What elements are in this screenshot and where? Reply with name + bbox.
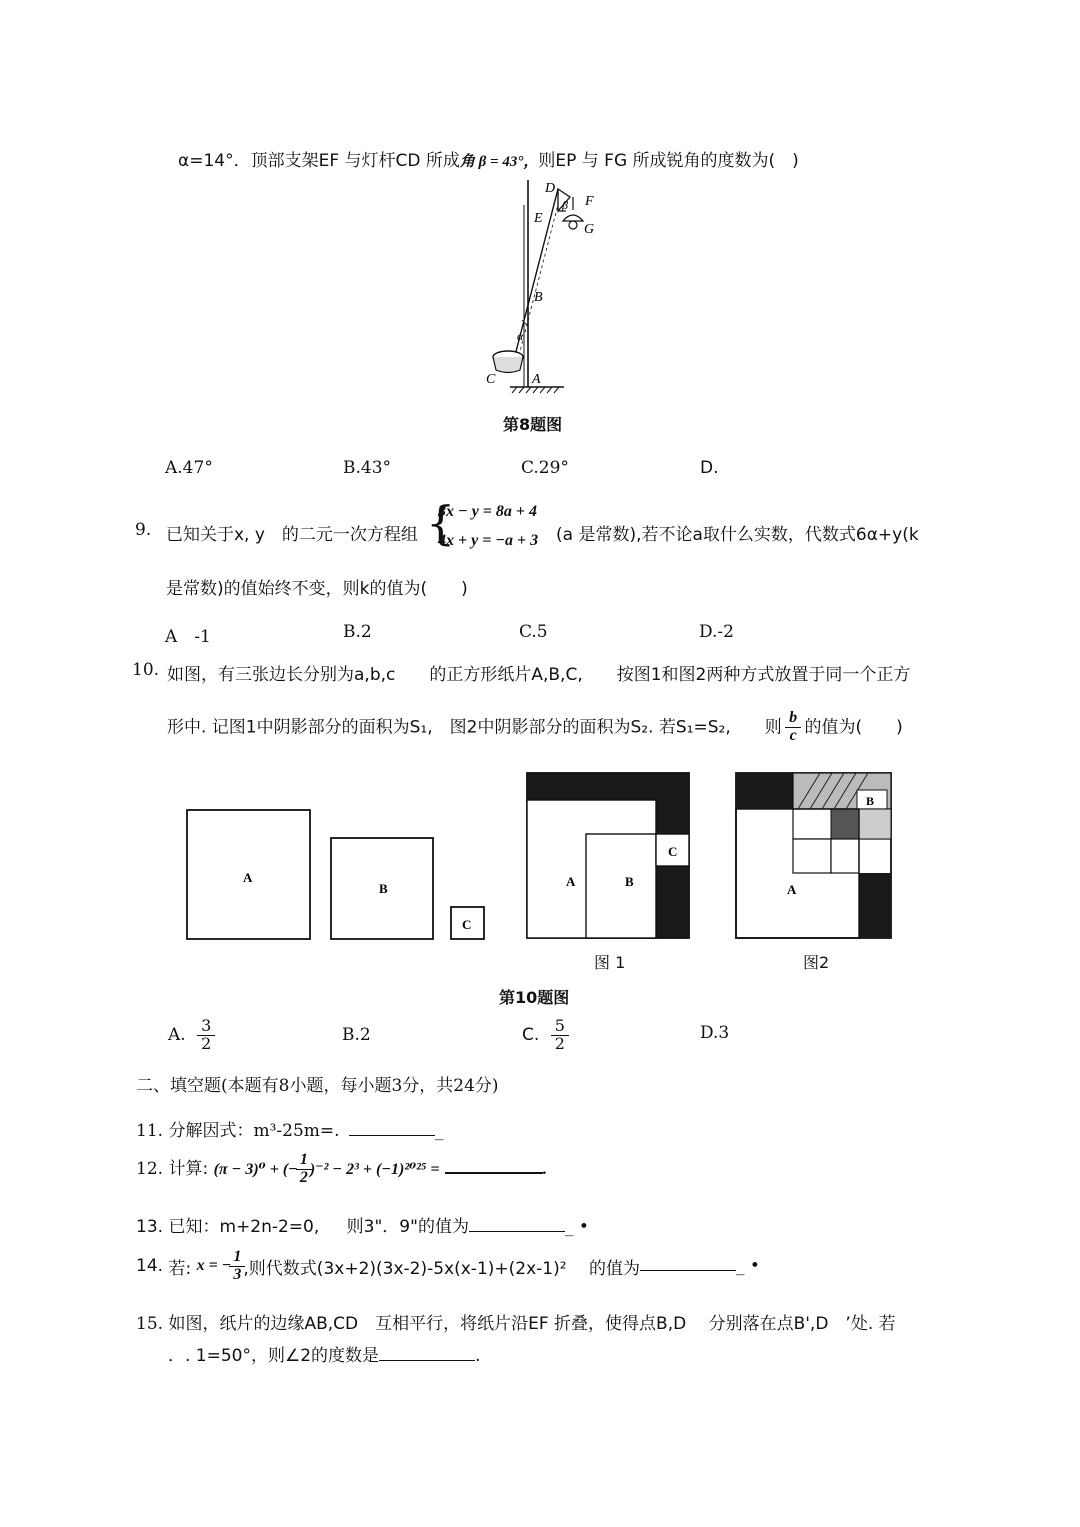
fig1-square-b bbox=[586, 834, 656, 938]
q9-number: 9. bbox=[135, 520, 152, 540]
q14 bbox=[136, 1249, 760, 1284]
q10-fraction bbox=[787, 710, 799, 745]
q9-option-d[interactable]: D.-2 bbox=[699, 622, 734, 642]
fig2-shade-topleft bbox=[736, 773, 793, 809]
q8-lamp-figure bbox=[470, 175, 620, 400]
q12-part2: )⁻² − 2³ + (−1)²⁰²⁵ = bbox=[309, 1160, 440, 1178]
q11-tail: _ bbox=[434, 1121, 444, 1141]
q9-line1-prefix: 已知关于x, y 的二元一次方程组 bbox=[166, 525, 418, 545]
q15-line1: 如图，纸片的边缘AB,CD 互相平行，将纸片沿EF 折叠，使得点B,D 分别落在点B',D ’处. 若 bbox=[168, 1314, 896, 1334]
fig2-cell-1 bbox=[793, 839, 831, 873]
q9-eq1: 3x − y = 8a + 4 bbox=[438, 503, 538, 520]
label-beta: β bbox=[562, 198, 568, 212]
q8-option-c[interactable]: C.29° bbox=[521, 458, 569, 478]
q9-option-c[interactable]: C.5 bbox=[519, 622, 548, 642]
q10-frac-den: c bbox=[789, 726, 797, 744]
q10-number: 10. bbox=[132, 660, 160, 680]
q10-option-d[interactable]: D.3 bbox=[700, 1023, 730, 1043]
q12-number: 12. bbox=[136, 1158, 164, 1179]
q14-text: ,则代数式(3x+2)(3x-2)-5x(x-1)+(2x-1)² 的值为 bbox=[243, 1258, 640, 1279]
q13 bbox=[136, 1212, 589, 1237]
q10-option-c-den: 2 bbox=[554, 1034, 565, 1053]
q13-text2: 则3"．9"的值为 bbox=[346, 1217, 469, 1237]
q14-number: 14. bbox=[136, 1256, 164, 1277]
lamp-bulb bbox=[569, 221, 577, 229]
q15-number: 15. bbox=[136, 1314, 164, 1334]
q15-tail: . bbox=[475, 1346, 481, 1366]
q10-line1: 如图，有三张边长分别为a,b,c 的正方形纸片A,B,C, 按图1和图2两种方式放置于同一个正方 bbox=[167, 665, 911, 685]
q10-option-c-prefix: C. bbox=[522, 1025, 540, 1045]
fig2 bbox=[736, 773, 891, 938]
q10-fig1-label: 图 1 bbox=[594, 953, 626, 972]
q14-frac-num: 1 bbox=[233, 1248, 242, 1265]
q10-option-a-den: 2 bbox=[201, 1034, 212, 1053]
fig1 bbox=[527, 773, 689, 938]
lamp-base-body bbox=[493, 357, 523, 373]
fig2-shade-c bbox=[831, 809, 859, 839]
label-b: B bbox=[534, 290, 543, 305]
q15-line1-row bbox=[136, 1309, 896, 1334]
q12-tail: . bbox=[543, 1160, 548, 1178]
lamp-shade bbox=[563, 215, 583, 221]
label-e: E bbox=[534, 211, 543, 226]
q9-line1-suffix: (a 是常数),若不论a取什么实数，代数式6α+y(k bbox=[556, 525, 919, 545]
q9-line2: 是常数)的值始终不变，则k的值为( ) bbox=[166, 579, 468, 599]
q13-answer-blank[interactable] bbox=[469, 1216, 565, 1232]
q10-option-a-num: 3 bbox=[201, 1016, 212, 1036]
fig1-label-a: A bbox=[566, 874, 576, 889]
q8-stem-then: 则 bbox=[538, 151, 556, 171]
label-f: F bbox=[585, 194, 594, 209]
q10-option-c[interactable] bbox=[522, 1013, 567, 1053]
q9-brace: { bbox=[426, 496, 456, 550]
q11-answer-blank[interactable] bbox=[349, 1120, 435, 1136]
fig2-label-b: B bbox=[866, 794, 875, 808]
q10-option-a[interactable] bbox=[168, 1013, 213, 1053]
square-c-label: C bbox=[462, 917, 472, 932]
q10-line2-prefix: 形中. 记图1中阴影部分的面积为S₁, 图2中阴影部分的面积为S₂. 若S₁=S₂, 则 bbox=[167, 717, 782, 738]
q14-x-eq: x = − bbox=[196, 1257, 232, 1275]
q13-text: 已知：m+2n-2=0, bbox=[168, 1217, 320, 1237]
q10-line2-suffix: 的值为( ) bbox=[804, 717, 903, 738]
q10-option-c-frac bbox=[553, 1018, 567, 1053]
q8-option-d[interactable]: D. bbox=[700, 458, 719, 478]
fig1-label-b: B bbox=[625, 874, 634, 889]
q11-text: 分解因式：m³-25m=. bbox=[168, 1121, 340, 1141]
q10-option-a-prefix: A. bbox=[168, 1025, 186, 1045]
q10-option-b[interactable]: B.2 bbox=[342, 1025, 371, 1045]
q8-stem-prefix: α=14°．顶部支架EF 与灯杆CD 所成 bbox=[178, 151, 460, 171]
q10-figure-caption: 第10题图 bbox=[499, 988, 570, 1007]
q10-fig2-label: 图2 bbox=[803, 953, 830, 972]
label-c: C bbox=[486, 372, 496, 387]
q11 bbox=[136, 1116, 443, 1141]
q8-option-b[interactable]: B.43° bbox=[343, 458, 392, 478]
q14-frac-den: 3 bbox=[233, 1265, 242, 1283]
q15-line2-row bbox=[168, 1341, 480, 1366]
q12 bbox=[136, 1152, 547, 1187]
q8-option-a[interactable]: A.47° bbox=[165, 458, 213, 478]
label-d: D bbox=[545, 181, 556, 196]
q8-stem-suffix: EP 与 FG 所成锐角的度数为( ) bbox=[555, 151, 799, 171]
q10-frac-num: b bbox=[789, 709, 798, 726]
square-b-label: B bbox=[379, 881, 388, 896]
fig2-shade-right bbox=[859, 873, 891, 938]
fig2-label-a: A bbox=[787, 882, 797, 897]
q12-part1: (π − 3)⁰ + (− bbox=[213, 1160, 298, 1178]
q15-line2: ．. 1=50°，则∠2的度数是 bbox=[168, 1346, 380, 1366]
q12-label: 计算: bbox=[168, 1158, 209, 1179]
q14-label: 若: bbox=[168, 1258, 192, 1279]
q8-figure-caption: 第8题图 bbox=[503, 415, 563, 434]
q10-line2 bbox=[167, 710, 903, 745]
q12-frac-den: 2 bbox=[299, 1168, 308, 1186]
label-alpha: α bbox=[517, 329, 524, 343]
q13-number: 13. bbox=[136, 1217, 164, 1237]
q14-answer-blank[interactable] bbox=[640, 1255, 736, 1271]
q14-frac bbox=[231, 1249, 243, 1284]
q9-option-a[interactable]: A -1 bbox=[165, 627, 211, 647]
q8-stem-angle: 角 β = 43°， bbox=[459, 154, 539, 170]
fig2-cell-2 bbox=[831, 839, 859, 873]
q10-option-a-frac bbox=[199, 1018, 213, 1053]
q12-frac bbox=[298, 1152, 310, 1187]
q9-option-b[interactable]: B.2 bbox=[343, 622, 372, 642]
fig2-hatch-mid bbox=[859, 809, 891, 839]
q8-stem bbox=[178, 146, 799, 171]
q10-option-c-num: 5 bbox=[554, 1016, 565, 1036]
fig1-label-c: C bbox=[668, 844, 678, 859]
q12-frac-num: 1 bbox=[299, 1151, 308, 1168]
q10-squares-figure bbox=[180, 768, 900, 948]
ground-hatch bbox=[512, 387, 559, 393]
q15-answer-blank[interactable] bbox=[379, 1345, 475, 1361]
q13-tail: _ • bbox=[564, 1217, 589, 1237]
q14-tail: _ • bbox=[735, 1255, 760, 1276]
q12-answer-blank[interactable] bbox=[445, 1157, 543, 1174]
label-a: A bbox=[532, 372, 541, 387]
section2-title: 二、填空题(本题有8小题，每小题3分，共24分) bbox=[136, 1076, 499, 1096]
square-a-label: A bbox=[243, 870, 253, 885]
q9-eq2: 4x + y = −a + 3 bbox=[438, 532, 539, 549]
q11-number: 11. bbox=[136, 1121, 164, 1141]
label-g: G bbox=[584, 222, 595, 237]
